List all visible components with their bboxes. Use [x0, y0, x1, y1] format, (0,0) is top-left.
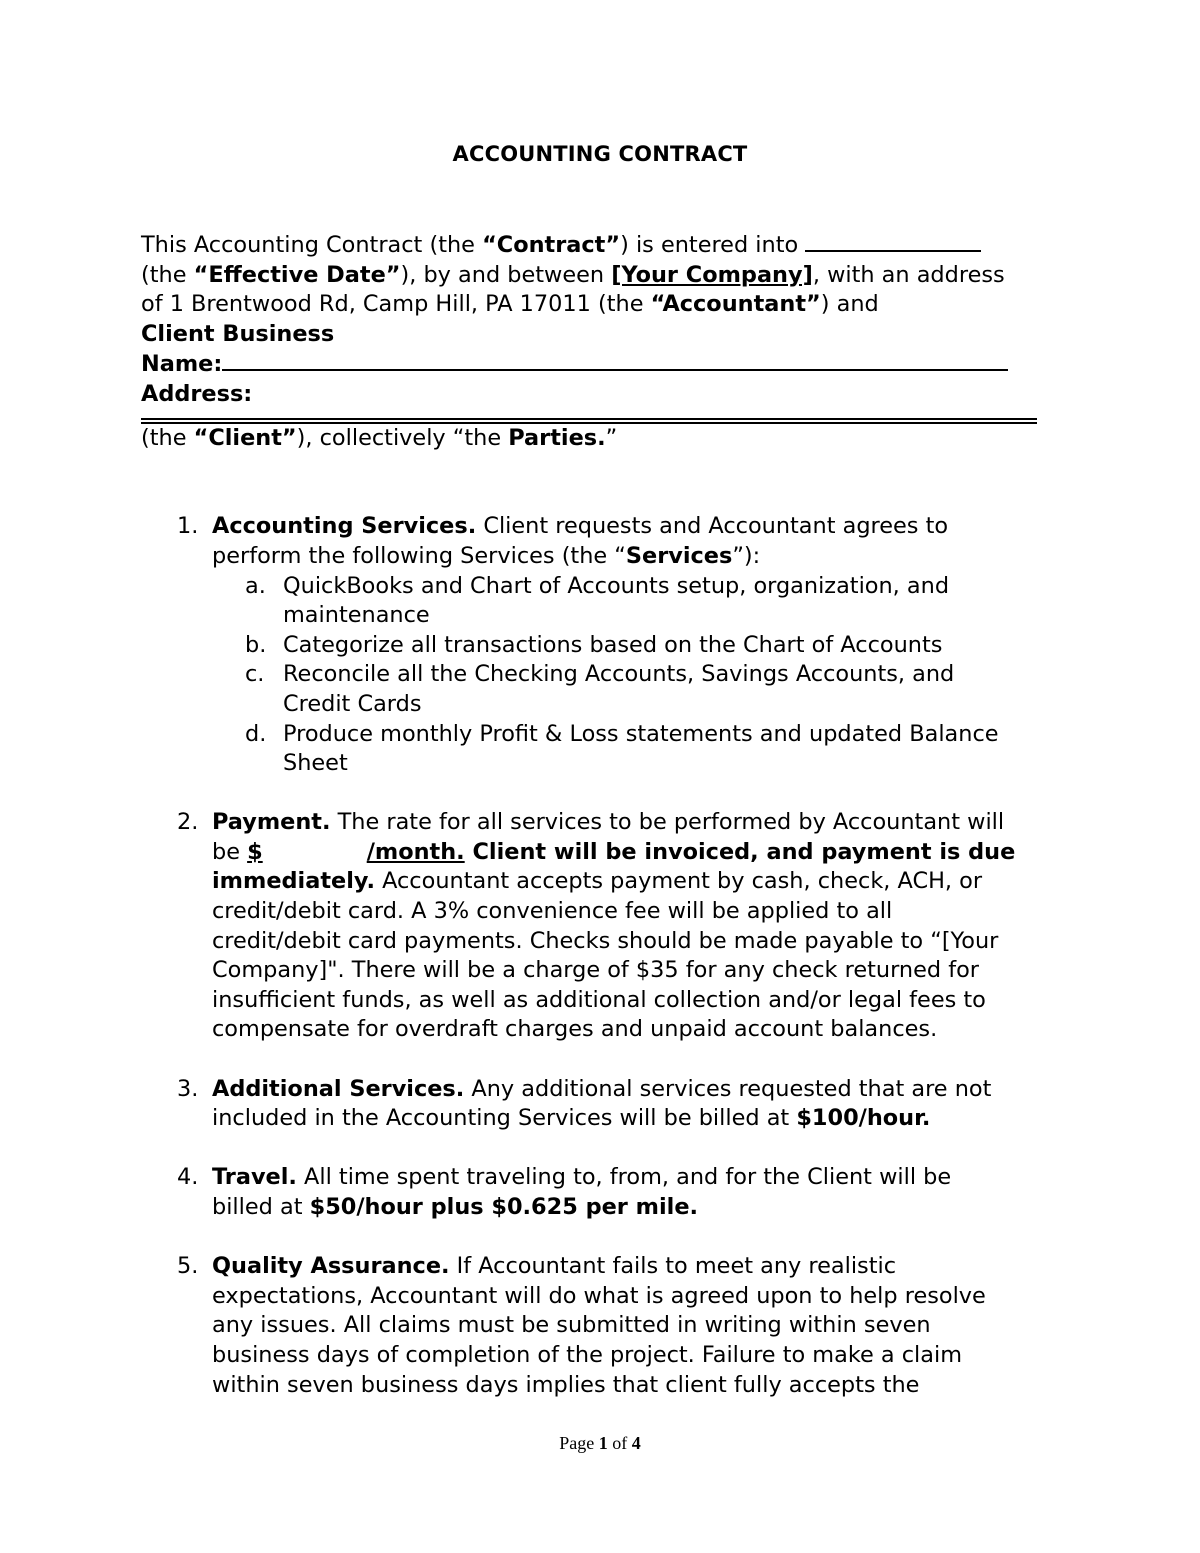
intro-line-3: of 1 Brentwood Rd, Camp Hill, PA 17011 (the “Accountant”) and — [141, 291, 879, 318]
effective-date-blank[interactable] — [805, 230, 981, 252]
list-item: a. QuickBooks and Chart of Accounts setup, organization, and maintenance — [245, 572, 950, 629]
section-travel: 4. Travel. All time spent traveling to, from, and for the Client will be billed at $50/hour plus $0.625 per mile. — [177, 1164, 952, 1220]
page-footer: Page 1 of 4 — [559, 1433, 641, 1453]
section-heading: Accounting Services. — [212, 513, 477, 540]
intro-line-1: This Accounting Contract (the “Contract”) is entered into — [141, 230, 1071, 261]
client-address-label: Address: — [141, 380, 253, 407]
list-item: c. Reconcile all the Checking Accounts, Savings Accounts, and Credit Cards — [245, 661, 955, 717]
section-heading: Quality Assurance. — [212, 1253, 450, 1280]
list-item: d. Produce monthly Profit & Loss statements and updated Balance Sheet — [245, 720, 999, 777]
client-business-label: Client Business — [141, 320, 335, 347]
client-name-line: Name: — [141, 349, 1071, 380]
section-heading: Travel. — [212, 1164, 297, 1191]
client-definition-line: (the “Client”), collectively “the Parties.” — [141, 424, 618, 451]
page-number: 1 — [598, 1433, 608, 1453]
section-heading: Additional Services. — [212, 1075, 465, 1102]
section-additional-services: 3. Additional Services. Any additional services requested that are not included in the Accounting Services will be billed at $100/hour. — [177, 1075, 992, 1132]
section-payment: 2. Payment. The rate for all services to be performed by Accountant will be $ /month. Client will be invoiced, and payment is due immediately. Accountant accepts payment by cash, check, ACH, or credit/debit card. A 3% convenience fee will be applied to all credit/debit card payments. Checks should be made payable to “[Your Company]". There will be a charge of $35 for any check returned for insufficient funds, as well as additional collection and/or legal fees to compensate for overdraft charges and unpaid account balances. — [177, 809, 1016, 1043]
client-name-blank[interactable] — [222, 349, 1008, 371]
list-item: b. Categorize all transactions based on the Chart of Accounts — [245, 631, 943, 658]
section-heading: Payment. — [212, 809, 331, 836]
total-pages: 4 — [631, 1433, 641, 1453]
document-body — [141, 230, 1071, 1400]
rate-blank[interactable]: $ /month. — [247, 838, 465, 865]
intro-line-2: (the “Effective Date”), by and between [Your Company], with an address — [141, 261, 1005, 288]
section-quality-assurance: 5. Quality Assurance. If Accountant fails to meet any realistic expectations, Accountant will do what is agreed upon to help resolve any issues. All claims must be submitted in writing within seven business days of completion of the project. Failure to make a claim within seven business days implies that client fully accepts the — [177, 1253, 986, 1398]
document-title: ACCOUNTING CONTRACT — [452, 142, 748, 166]
section-accounting-services: 1. Accounting Services. Client requests and Accountant agrees to perform the following Services (the “Services”): — [177, 513, 949, 569]
company-placeholder: [Your Company] — [611, 261, 813, 288]
